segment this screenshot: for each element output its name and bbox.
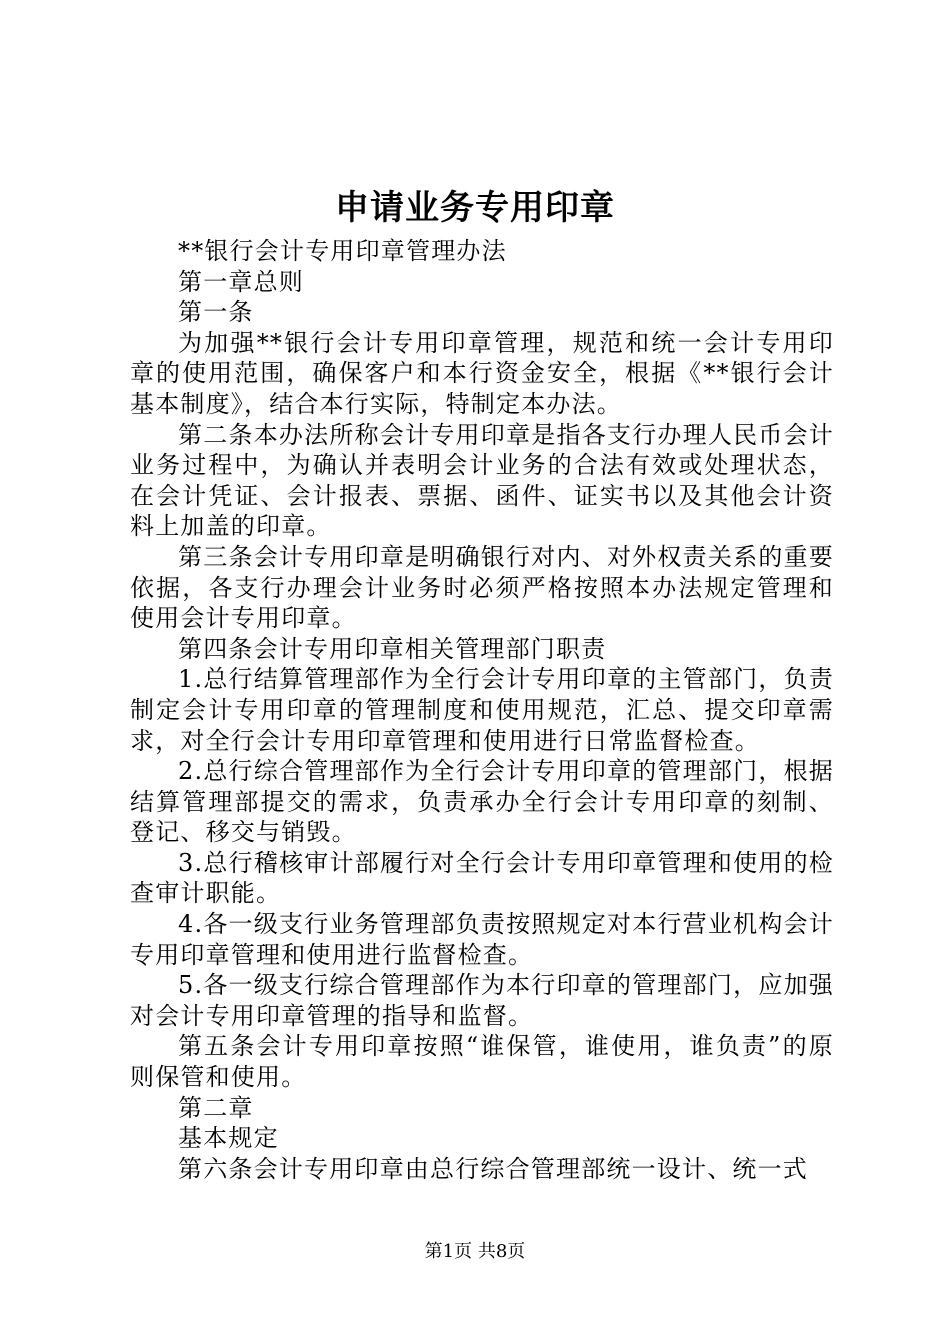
document-body: [130, 236, 834, 1184]
paragraph-12: 5.各一级支行综合管理部作为本行印章的管理部门，应加强对会计专用印章管理的指导和监督。: [130, 971, 834, 1030]
paragraph-14: 第二章: [178, 1093, 254, 1122]
paragraph-16: 第六条会计专用印章由总行综合管理部统一设计、统一式: [178, 1154, 808, 1183]
document-title: 申请业务专用印章: [335, 188, 615, 228]
paragraph-2: 第一章总则: [178, 267, 304, 296]
paragraph-11: 4.各一级支行业务管理部负责按照规定对本行营业机构会计专用印章管理和使用进行监督检查。: [130, 910, 834, 969]
paragraph-7: 第四条会计专用印章相关管理部门职责: [178, 634, 607, 663]
paragraph-6: 第三条会计专用印章是明确银行对内、对外权责关系的重要依据，各支行办理会计业务时必须严格按照本办法规定管理和使用会计专用印章。: [130, 542, 834, 633]
page-footer: 第1页 共8页: [424, 1241, 526, 1262]
paragraph-13: 第五条会计专用印章按照“谁保管，谁使用，谁负责”的原则保管和使用。: [130, 1032, 834, 1092]
paragraph-3: 第一条: [178, 298, 254, 327]
paragraph-10: 3.总行稽核审计部履行对全行会计专用印章管理和使用的检查审计职能。: [130, 848, 834, 908]
paragraph-1: **银行会计专用印章管理办法: [178, 237, 507, 265]
paragraph-15: 基本规定: [178, 1124, 279, 1153]
paragraph-5: 第二条本办法所称会计专用印章是指各支行办理人民币会计业务过程中，为确认并表明会计业务的合法有效或处理状态，在会计凭证、会计报表、票据、函件、证实书以及其他会计资料上加盖的印章。: [130, 420, 834, 541]
paragraph-4: 为加强**银行会计专用印章管理，规范和统一会计专用印章的使用范围，确保客户和本行资金安全，根据《**银行会计基本制度》，结合本行实际，特制定本办法。: [130, 328, 834, 418]
paragraph-9: 2.总行综合管理部作为全行会计专用印章的管理部门，根据结算管理部提交的需求，负责承办全行会计专用印章的刻制、登记、移交与销毁。: [130, 757, 834, 847]
paragraph-8: 1.总行结算管理部作为全行会计专用印章的主管部门，负责制定会计专用印章的管理制度和使用规范，汇总、提交印章需求，对全行会计专用印章管理和使用进行日常监督检查。: [130, 665, 834, 755]
